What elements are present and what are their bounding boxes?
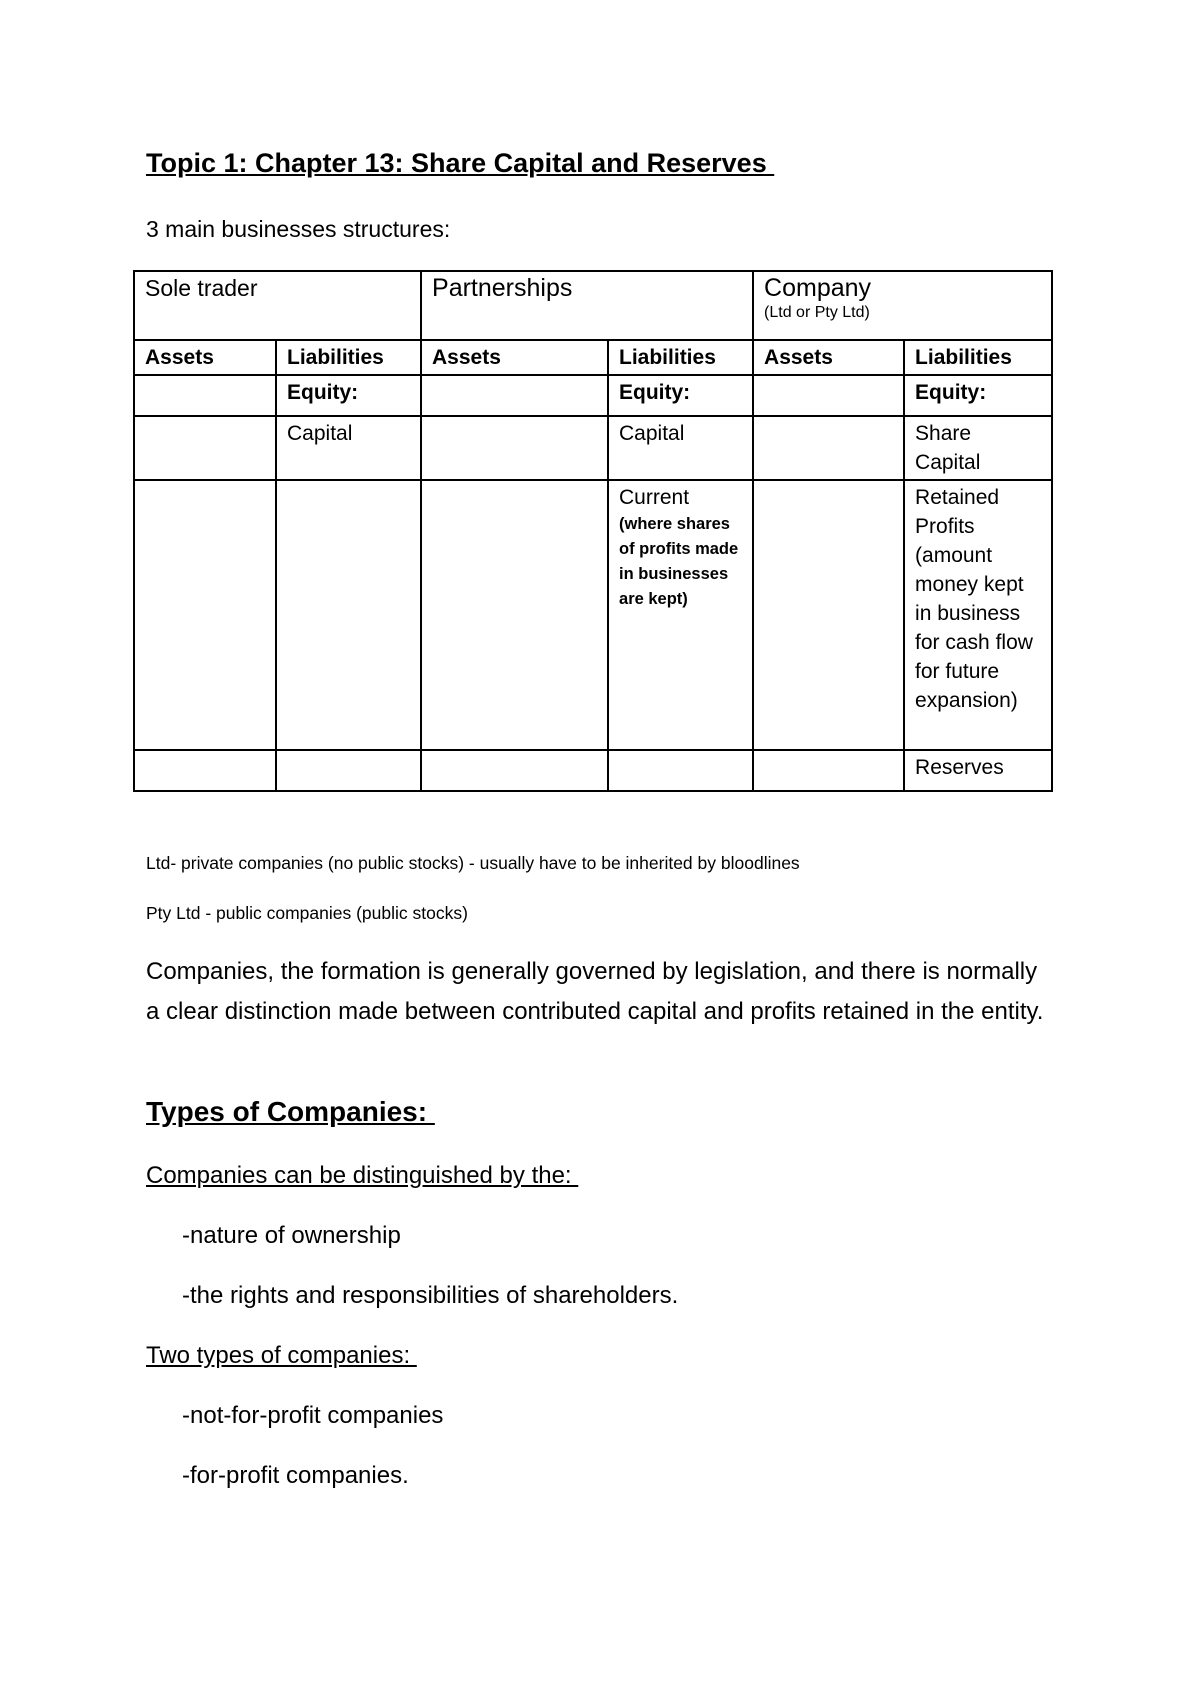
table-cell: Equity: [276,375,421,416]
two-types-heading: Two types of companies: [146,1342,417,1369]
table-cell [608,750,753,791]
table-cell [421,416,608,480]
table-cell: Equity: [904,375,1052,416]
table-cell [134,750,276,791]
table-cell [134,480,276,750]
table-cell [753,480,904,750]
note-pty-ltd: Pty Ltd - public companies (public stocks) [146,903,468,923]
company-note: (Ltd or Pty Ltd) [764,304,870,321]
table-cell [134,416,276,480]
intro-text: 3 main businesses structures: [146,216,451,242]
subheader-cell: Assets [134,340,276,375]
types-heading: Types of Companies: [146,1096,435,1127]
table-subheader-row [134,340,1052,375]
table-cell [753,375,904,416]
table-cell: Equity: [608,375,753,416]
table-cell [753,416,904,480]
retained-profits-cell: Retained Profits (amount money kept in business for cash flow for future expansion) [904,480,1052,750]
list-item: -not-for-profit companies [182,1402,444,1429]
subheader-cell: Liabilities [276,340,421,375]
table-cell: Reserves [904,750,1052,791]
current-cell [608,480,753,750]
table-cell: Share Capital [904,416,1052,480]
table-cell [134,375,276,416]
body-paragraph: Companies, the formation is generally governed by legislation, and there is normally a clear distinction made between contributed capital and profits retained in the entity. [146,958,1044,1025]
table-cell [753,750,904,791]
list-item: -for-profit companies. [182,1462,409,1489]
header-company [753,271,1052,340]
table-cell [276,750,421,791]
table-cell [276,480,421,750]
table-cell [421,750,608,791]
subheader-cell: Liabilities [608,340,753,375]
list-item: -nature of ownership [182,1222,401,1249]
note-ltd: Ltd- private companies (no public stocks) - usually have to be inherited by bloodlines [146,853,800,873]
current-note: (where shares of profits made in businesses are kept) [619,515,739,608]
subheader-cell: Assets [753,340,904,375]
header-partnerships: Partnerships [421,271,753,340]
table-row [134,480,1052,750]
table-header-row [134,271,1052,340]
subheader-cell: Liabilities [904,340,1052,375]
table-cell [421,480,608,750]
table-cell: Capital [608,416,753,480]
business-structures-table [133,270,1053,792]
current-label: Current [619,486,690,509]
distinguished-heading: Companies can be distinguished by the: [146,1162,579,1189]
table-row [134,375,1052,416]
subheader-cell: Assets [421,340,608,375]
table-row [134,416,1052,480]
header-sole-trader: Sole trader [134,271,421,340]
table-cell: Capital [276,416,421,480]
table-row [134,750,1052,791]
list-item: -the rights and responsibilities of shareholders. [182,1282,679,1309]
company-label: Company [764,274,872,302]
page-title: Topic 1: Chapter 13: Share Capital and Reserves [146,148,775,178]
table-cell [421,375,608,416]
